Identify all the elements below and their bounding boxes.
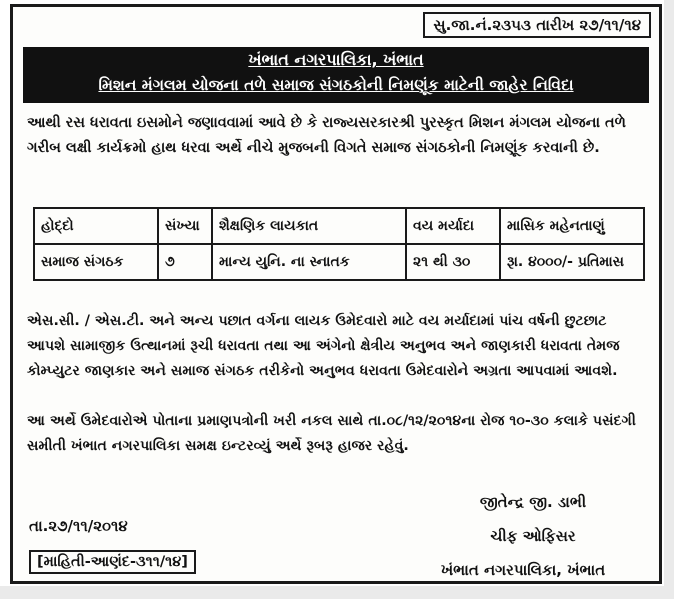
notice-date: તા.૨૭/૧૧/૨૦૧૪ — [29, 517, 128, 535]
signatory-office: ખંભાત નગરપાલિકા, ખંભાત — [440, 561, 606, 579]
signatory-designation: ચીફ ઓફિસર — [490, 527, 576, 545]
notice-frame — [10, 4, 662, 584]
page-margin-right — [664, 0, 674, 599]
reference-row — [13, 7, 659, 41]
reference-number: સુ.જા.નં.૨૩૫૩ તારીખ ૨૭/૧૧/૧૪ — [423, 12, 651, 38]
intro-paragraph: આથી રસ ધરાવતા ઇસમોને જણાવવામાં આવે છે કે રાજ્યસરકારશ્રી પુરસ્કૃત મિશન મંગલમ યોજના તળે ગરીબ લક્ષી કાર્યક્રમો હાથ ધરવા અર્થે નીચે મુજબની વિગતે સમાજ સંગઠકોની નિમણૂંક કરવાની છે. — [27, 115, 626, 156]
title-subject: મિશન મંગલમ યોજના તળે સમાજ સંગઠકોની નિમણૂંક માટેની જાહેર નિવિદા — [98, 76, 574, 94]
header-age-limit: વય મર્યાદા — [406, 208, 500, 244]
signature-block — [423, 485, 643, 587]
title-banner — [23, 47, 649, 103]
header-post: હોદ્દો — [34, 208, 158, 244]
posts-table — [33, 207, 645, 281]
cell-qualification: માન્ય યુનિ. ના સ્નાતક — [212, 244, 406, 280]
page-margin-bottom — [0, 586, 674, 599]
release-code: [માહિતી-આણંદ-૩૧૧/૧૪] — [29, 550, 196, 574]
header-qualification: શૈક્ષણિક લાયકાત — [212, 208, 406, 244]
header-salary: માસિક મહેનતાણું — [500, 208, 644, 244]
table-row — [34, 244, 644, 280]
cell-count: ૭ — [158, 244, 212, 280]
cell-salary: રૂા. ૪૦૦૦/- પ્રતિમાસ — [500, 244, 644, 280]
signatory-name: જીતેન્દ્ર જી. ડાભી — [479, 493, 587, 511]
cell-post: સમાજ સંગઠક — [34, 244, 158, 280]
title-municipality: ખંભાત નગરપાલિકા, ખંભાત — [248, 50, 424, 69]
interview-paragraph: આ અર્થે ઉમેદવારોએ પોતાના પ્રમાણપત્રોની ખરી નકલ સાથે તા.૦૮/૧૨/૨૦૧૪ના રોજ ૧૦-૩૦ કલાકે પસંદગી સમીતી ખંભાત નગરપાલિકા સમક્ષ ઇન્ટરવ્યું અર્થે રૂબરૂ હાજર રહેવું. — [27, 413, 636, 454]
table-header-row — [34, 208, 644, 244]
header-count: સંખ્યા — [158, 208, 212, 244]
eligibility-paragraph: એસ.સી. / એસ.ટી. અને અન્ય પછાત વર્ગના લાયક ઉમેદવારો માટે વય મર્યાદામાં પાંચ વર્ષની છુટછાટ આપશે સામાજીક ઉત્થાનમાં રૂચી ધરાવતા તથા આ અંગેનો ક્ષેત્રીય અનુભવ અને જાણકારી ધરાવતા તેમજ કોમ્પ્યુટર જાણકાર અને સમાજ સંગઠક તરીકેનો અનુભવ ધરાવતા ઉમેદવારોને અગ્રતા આપવામાં આવશે. — [27, 313, 620, 379]
cell-age-limit: ૨૧ થી ૩૦ — [406, 244, 500, 280]
